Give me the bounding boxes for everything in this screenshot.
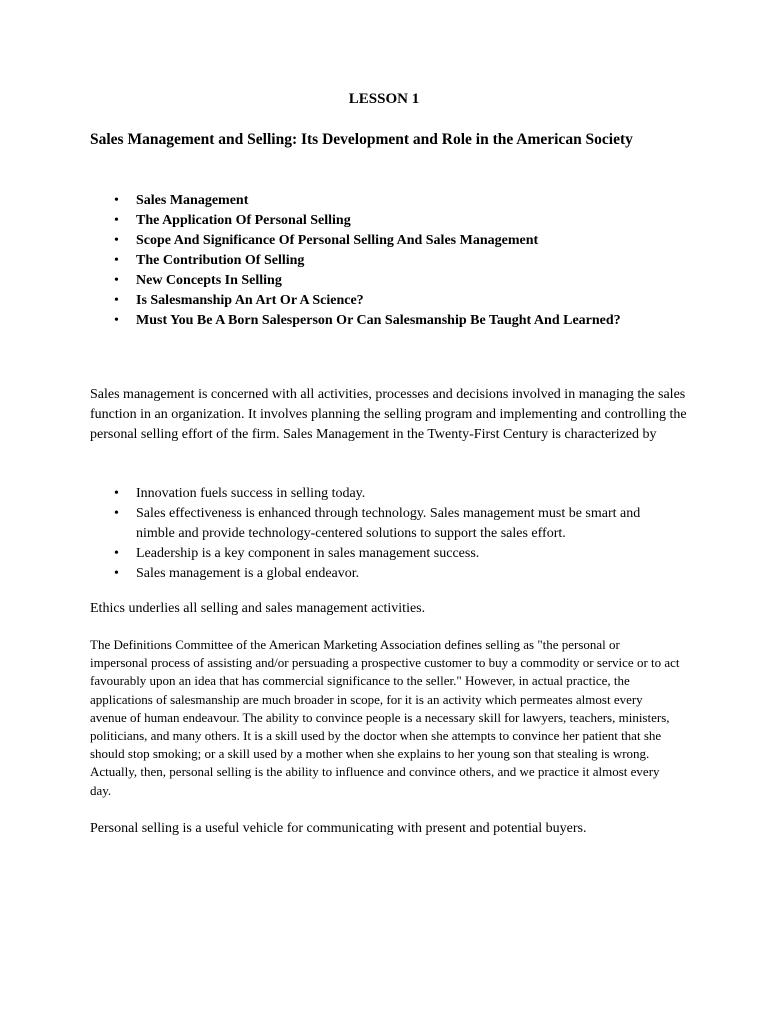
topic-item: • Scope And Significance Of Personal Selling And Sales Management — [136, 231, 736, 251]
topic-item: • The Contribution Of Selling — [136, 251, 736, 271]
lesson-heading: Sales Management and Selling: Its Development and Role in the American Society — [90, 131, 633, 148]
definition-paragraph: The Definitions Committee of the American Marketing Association defines selling as "the personal or impersonal process of assisting and/or persuading a prospective customer to buy a commodity or service or to act favourably upon an idea that has commercial significance to the seller." However, in actual practice, the applications of salesmanship are much broader in scope, for it is an activity which permeates almost every avenue of human endeavour. The ability to convince people is a necessary skill for lawyers, teachers, ministers, politicians, and many others. It is a skill used by the doctor when she attempts to convince her patient that she should stop smoking; or a skill used by a mother when she explains to her young son that stealing is wrong. Actually, then, personal selling is the ability to influence and convince others, and we practice it almost every day. — [90, 637, 680, 798]
topic-item: • New Concepts In Selling — [136, 271, 736, 291]
characteristic-item: • Leadership is a key component in sales management success. — [136, 544, 656, 564]
characteristic-item: • Innovation fuels success in selling today. — [136, 484, 656, 504]
characteristics-list — [136, 484, 656, 584]
topic-item: • The Application Of Personal Selling — [136, 211, 736, 231]
topic-item: • Is Salesmanship An Art Or A Science? — [136, 291, 736, 311]
intro-paragraph: Sales management is concerned with all activities, processes and decisions involved in managing the sales function in an organization. It involves planning the selling program and implementing and controlling the personal selling effort of the firm. Sales Management in the Twenty-First Century is characterized by — [90, 387, 687, 442]
topic-item: • Must You Be A Born Salesperson Or Can Salesmanship Be Taught And Learned? — [136, 311, 736, 331]
topic-item: • Sales Management — [136, 191, 736, 211]
characteristic-item: • Sales effectiveness is enhanced through technology. Sales management must be smart and nimble and provide technology-centered solutions to support the sales effort. — [136, 504, 656, 544]
ethics-paragraph: Ethics underlies all selling and sales management activities. — [90, 601, 426, 616]
lesson-title: LESSON 1 — [348, 91, 420, 107]
closing-paragraph: Personal selling is a useful vehicle for communicating with present and potential buyers. — [90, 821, 587, 836]
topics-list — [136, 191, 736, 331]
characteristic-item: • Sales management is a global endeavor. — [136, 564, 656, 584]
